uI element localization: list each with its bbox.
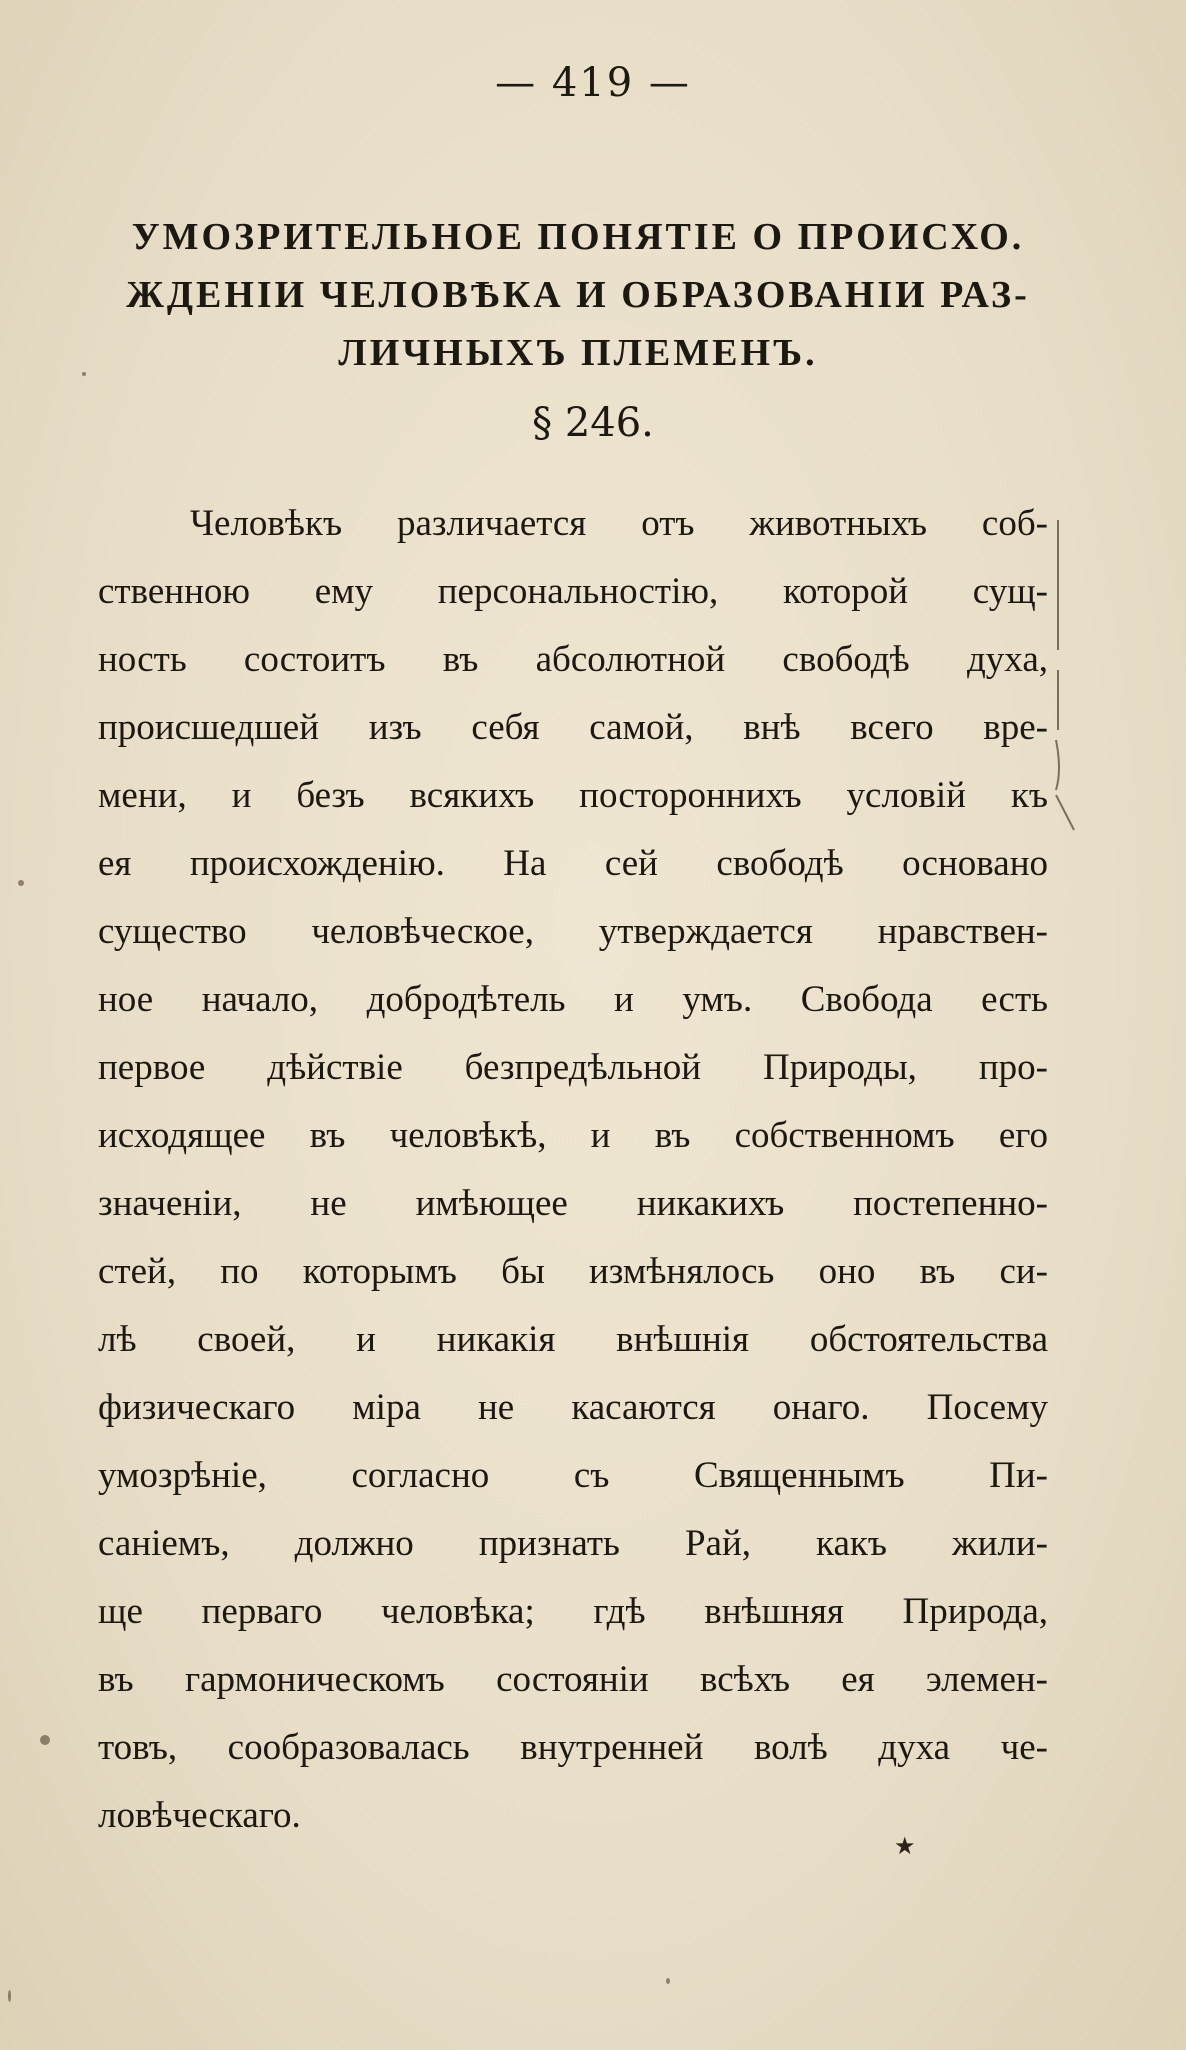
text-line: стей, по которымъ бы измѣнялось оно въ си-: [98, 1251, 1048, 1292]
heading-line: ЛИЧНЫХЪ ПЛЕМЕНЪ.: [338, 332, 818, 374]
text-line: Человѣкъ различается отъ животныхъ соб-: [190, 503, 1048, 544]
text-line: ще перваго человѣка; гдѣ внѣшняя Природа,: [98, 1591, 1048, 1632]
text-line: умозрѣніе, согласно съ Священнымъ Пи-: [98, 1455, 1048, 1496]
text-line: мени, и безъ всякихъ постороннихъ условій къ: [98, 775, 1048, 816]
text-line: ея происхожденію. На сей свободѣ основано: [98, 843, 1048, 884]
text-line: ное начало, добродѣтель и умъ. Свобода есть: [98, 979, 1048, 1020]
page-number: — 419 —: [495, 60, 691, 106]
text-line: ловѣческаго.: [98, 1795, 301, 1836]
margin-pencil-mark: [1052, 520, 1092, 840]
text-line: лѣ своей, и никакія внѣшнія обстоятельства: [98, 1319, 1048, 1360]
text-line: саніемъ, должно признать Рай, какъ жили-: [98, 1523, 1048, 1564]
heading-line: УМОЗРИТЕЛЬНОЕ ПОНЯТІЕ О ПРОИСХО.: [131, 216, 1025, 258]
text-line: исходящее въ человѣкѣ, и въ собственномъ его: [98, 1115, 1048, 1156]
section-number: § 246.: [532, 400, 654, 446]
text-line: физическаго міра не касаются онаго. Посему: [98, 1387, 1048, 1428]
paper-speck: [8, 1990, 11, 2002]
printers-mark-icon: ★: [894, 1832, 916, 1860]
paper-speck: [666, 1978, 670, 1984]
paper-speck: [82, 372, 86, 376]
paper-speck: [40, 1735, 50, 1745]
text-line: существо человѣческое, утверждается нравствен-: [98, 911, 1048, 952]
text-line: происшедшей изъ себя самой, внѣ всего вре-: [98, 707, 1048, 748]
text-line: товъ, сообразовалась внутренней волѣ духа че-: [98, 1727, 1048, 1768]
paper-speck: [18, 880, 24, 886]
heading-line: ЖДЕНІИ ЧЕЛОВѢКА И ОБРАЗОВАНІИ РАЗ-: [126, 274, 1030, 316]
text-line: первое дѣйствіе безпредѣльной Природы, про-: [98, 1047, 1048, 1088]
text-line: въ гармоническомъ состояніи всѣхъ ея элемен-: [98, 1659, 1048, 1700]
text-line: значеніи, не имѣющее никакихъ постепенно-: [98, 1183, 1048, 1224]
chapter-heading: [98, 208, 1058, 382]
text-line: ность состоитъ въ абсолютной свободѣ духа,: [98, 639, 1048, 680]
paragraph: [98, 490, 1048, 1850]
text-line: ственною ему персональностію, которой сущ-: [98, 571, 1048, 612]
